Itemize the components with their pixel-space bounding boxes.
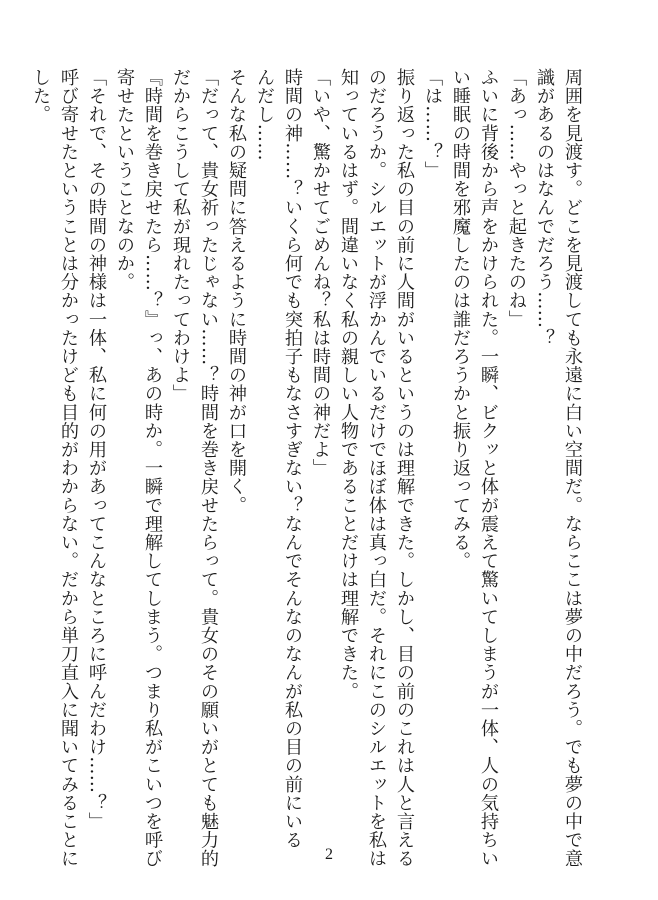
- text-line: 「それで、その時間の神様は一体、私に何の用があってこんなところに呼んだわけ……？」: [86, 68, 107, 831]
- text-line: 呼び寄せたということは分かったけども目的がわからない。だから単刀直入に聞いてみることに: [58, 68, 79, 868]
- text-line: 振り返った私の目の前に人間がいるというのは理解できた。しかし、目の前のこれは人と言える: [394, 68, 415, 868]
- text-line: んだし……: [254, 68, 275, 161]
- text-line: だからこうして私が現れたってわけよ」: [170, 68, 191, 403]
- text-line: 「いや、驚かせてごめんね？私は時間の神だよ」: [310, 68, 331, 478]
- text-line: 知っているはず。間違いなく私の親しい人物であることだけは理解できた。: [338, 68, 359, 701]
- text-line: い睡眠の時間を邪魔したのは誰だろうかと振り返ってみる。: [450, 68, 471, 571]
- text-line: 時間の神……？いくら何でも突拍子もなさすぎない？なんでそんなのなんが私の目の前にいる: [282, 68, 303, 850]
- text-line: 『時間を巻き戻せたら……？』っ、あの時か。一瞬で理解してしまう。つまり私がこいつを呼び: [142, 68, 163, 868]
- page-number: 2: [325, 846, 333, 863]
- text-line: そんな私の疑問に答えるように時間の神が口を開く。: [226, 68, 247, 515]
- vertical-text-body: [30, 68, 586, 868]
- text-line: ふいに背後から声をかけられた。一瞬、ビクッと体が震えて驚いてしまうが一体、人の気持ちい: [478, 68, 499, 868]
- text-line: 「だって、貴女祈ったじゃない……？時間を巻き戻せたらって。貴女のその願いがとても魅力的: [198, 68, 219, 868]
- text-line: 周囲を見渡す。どこを見渡しても永遠に白い空間だ。ならここは夢の中だろう。でも夢の中で意: [562, 68, 583, 868]
- text-line: 「は……？」: [422, 68, 443, 180]
- text-line: 識があるのはなんでだろう……？: [534, 68, 555, 347]
- text-line: した。: [30, 68, 51, 124]
- text-line: 寄せたということなのか。: [114, 68, 135, 292]
- text-line: のだろうか。シルエットが浮かんでいるだけでほぼ体は真っ白だ。それにこのシルエットを私は: [366, 68, 387, 868]
- text-line: 「あっ……やっと起きたのね」: [506, 68, 527, 329]
